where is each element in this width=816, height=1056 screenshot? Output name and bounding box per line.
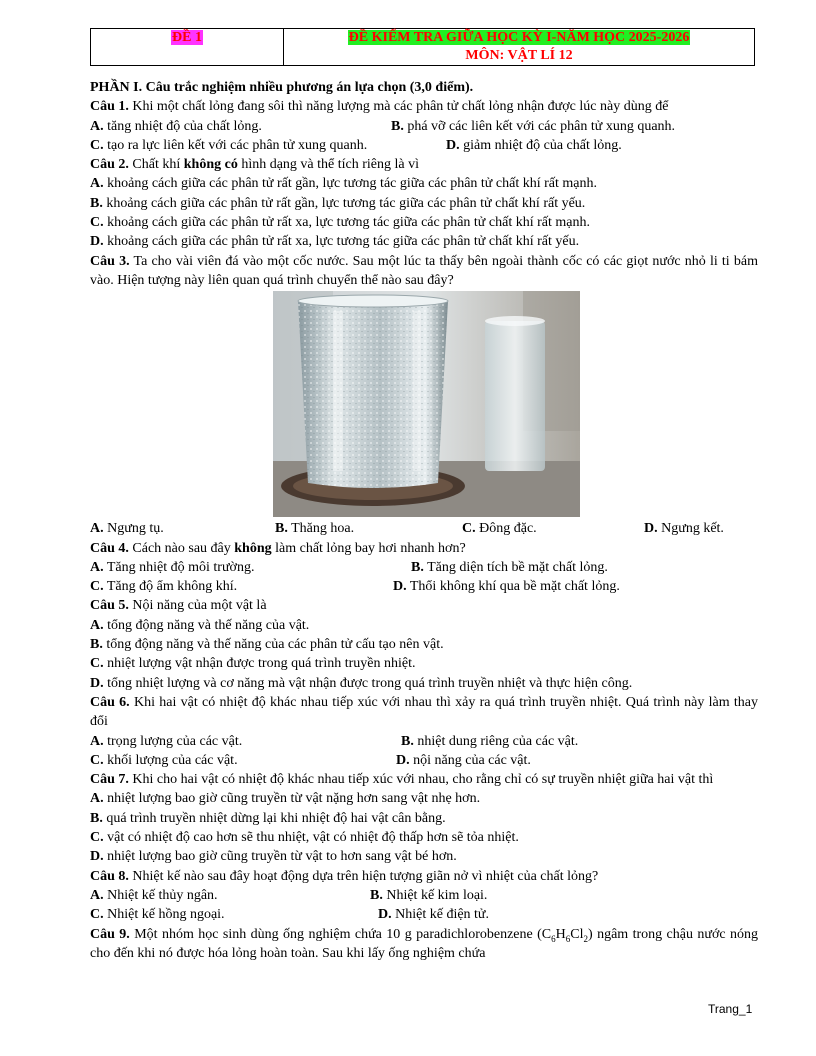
q6-options-row2: [90, 751, 758, 770]
q3-option-d: D. Ngưng kết.: [644, 521, 724, 537]
q1-option-d: D. giảm nhiệt độ của chất lỏng.: [446, 137, 622, 153]
exam-title: ĐỀ KIỂM TRA GIỮA HỌC KỲ I-NĂM HỌC 2025-2026: [348, 30, 690, 45]
question-4: Câu 4. Cách nào sau đây không làm chất lỏng bay hơi nhanh hơn?: [90, 540, 466, 556]
q4-option-c: C. Tăng độ ẩm không khí.: [90, 579, 238, 595]
q7-option-a: A. nhiệt lượng bao giờ cũng truyền từ vật nặng hơn sang vật nhẹ hơn.: [90, 791, 481, 807]
q3-option-c: C. Đông đặc.: [462, 521, 537, 537]
q1-option-b: B. phá vỡ các liên kết với các phân tử xung quanh.: [391, 118, 676, 134]
exam-body: [90, 78, 758, 963]
q3-option-a: A. Ngưng tụ.: [90, 521, 164, 537]
q7-option-b: B. quá trình truyền nhiệt dừng lại khi nhiệt độ hai vật cân bằng.: [90, 810, 446, 826]
question-6: Câu 6. Khi hai vật có nhiệt độ khác nhau tiếp xúc với nhau thì xảy ra quá trình truyền nhiệt. Quá trình này làm thay đổi: [90, 694, 758, 730]
q4-option-a: A. Tăng nhiệt độ môi trường.: [90, 559, 255, 575]
question-2: Câu 2. Chất khí không có hình dạng và thể tích riêng là vì: [90, 157, 420, 173]
question-1: Câu 1. Khi một chất lỏng đang sôi thì năng lượng mà các phân tử chất lỏng nhận được lúc này dùng để: [90, 99, 669, 115]
q4-option-d: D. Thổi không khí qua bề mặt chất lỏng.: [393, 579, 620, 595]
q6-option-c: C. khối lượng của các vật.: [90, 752, 238, 768]
q6-option-b: B. nhiệt dung riêng của các vật.: [401, 733, 579, 749]
q1-option-c: C. tạo ra lực liên kết với các phân tử xung quanh.: [90, 137, 368, 153]
q7-option-d: D. nhiệt lượng bao giờ cũng truyền từ vật to hơn sang vật bé hơn.: [90, 849, 457, 865]
q8-options-row2: [90, 905, 758, 924]
q5-option-d: D. tổng nhiệt lượng và cơ năng mà vật nhận được trong quá trình truyền nhiệt và thực hiện công.: [90, 675, 633, 691]
question-3: Câu 3. Ta cho vài viên đá vào một cốc nước. Sau một lúc ta thấy bên ngoài thành cốc có các giọt nước nhỏ li ti bám vào. Hiện tượng này liên quan quá trình chuyển thể nào sau đây?: [90, 253, 758, 288]
q6-option-d: D. nội năng của các vật.: [396, 752, 531, 768]
exam-title-cell: [284, 29, 755, 66]
question-8: Câu 8. Nhiệt kế nào sau đây hoạt động dựa trên hiện tượng giãn nở vì nhiệt của chất lỏng?: [90, 868, 599, 884]
page-footer: Trang_1: [708, 1002, 753, 1016]
q2-option-d: D. khoảng cách giữa các phân tử rất xa, lực tương tác giữa các phân tử chất khí rất yếu.: [90, 234, 580, 250]
q7-option-c: C. vật có nhiệt độ cao hơn sẽ thu nhiệt, vật có nhiệt độ thấp hơn sẽ tỏa nhiệt.: [90, 830, 519, 846]
q5-option-c: C. nhiệt lượng vật nhận được trong quá trình truyền nhiệt.: [90, 656, 416, 672]
q8-option-c: C. Nhiệt kế hồng ngoại.: [90, 907, 225, 923]
q8-option-a: A. Nhiệt kế thủy ngân.: [90, 887, 218, 903]
q2-option-b: B. khoảng cách giữa các phân tử rất gần, lực tương tác giữa các phân tử chất khí rất yếu.: [90, 195, 586, 211]
exam-code-cell: [91, 29, 284, 66]
glass-photo-illustration: [273, 291, 580, 517]
q5-option-b: B. tổng động năng và thế năng của các phân tử cấu tạo nên vật.: [90, 637, 444, 653]
q8-option-b: B. Nhiệt kế kim loại.: [370, 887, 488, 903]
q8-options-row1: [90, 886, 758, 905]
exam-page: [90, 28, 758, 963]
q2-option-c: C. khoảng cách giữa các phân tử rất xa, lực tương tác giữa các phân tử chất khí rất mạnh.: [90, 215, 590, 231]
exam-code: ĐỀ 1: [172, 30, 202, 45]
glass-of-water-photo: [273, 291, 580, 517]
q4-options-row1: [90, 558, 758, 577]
q3-option-b: B. Thăng hoa.: [275, 521, 355, 537]
q2-option-a: A. khoảng cách giữa các phân tử rất gần, lực tương tác giữa các phân tử chất khí rất mạnh.: [90, 176, 597, 192]
q4-option-b: B. Tăng diện tích bề mặt chất lỏng.: [411, 559, 608, 575]
q3-options-row: [90, 519, 758, 538]
q1-options-row2: [90, 136, 758, 155]
q1-options-row1: [90, 117, 758, 136]
section-title: PHẦN I. Câu trắc nghiệm nhiều phương án lựa chọn (3,0 điểm).: [90, 80, 474, 95]
question-9: Câu 9. Một nhóm học sinh dùng ống nghiệm chứa 10 g paradichlorobenzene $(C_6H_6Cl_2)$ ngâm trong chậu nước nóng cho đến khi nó được hóa lỏng hoàn toàn. Sau khi lấy ống nghiệm chứa: [90, 926, 759, 961]
exam-header-table: [90, 28, 755, 66]
exam-subject: MÔN: VẬT LÍ 12: [465, 48, 573, 63]
q4-options-row2: [90, 577, 758, 596]
q5-option-a: A. tổng động năng và thế năng của vật.: [90, 617, 310, 633]
q6-option-a: A. trọng lượng của các vật.: [90, 733, 243, 749]
question-7: Câu 7. Khi cho hai vật có nhiệt độ khác nhau tiếp xúc với nhau, cho rằng chỉ có sự truyền nhiệt giữa hai vật thì: [90, 772, 714, 788]
q6-options-row1: [90, 732, 758, 751]
q1-option-a: A. tăng nhiệt độ của chất lỏng.: [90, 118, 262, 134]
q8-option-d: D. Nhiệt kế điện tử.: [378, 907, 490, 923]
question-5: Câu 5. Nội năng của một vật là: [90, 598, 267, 614]
